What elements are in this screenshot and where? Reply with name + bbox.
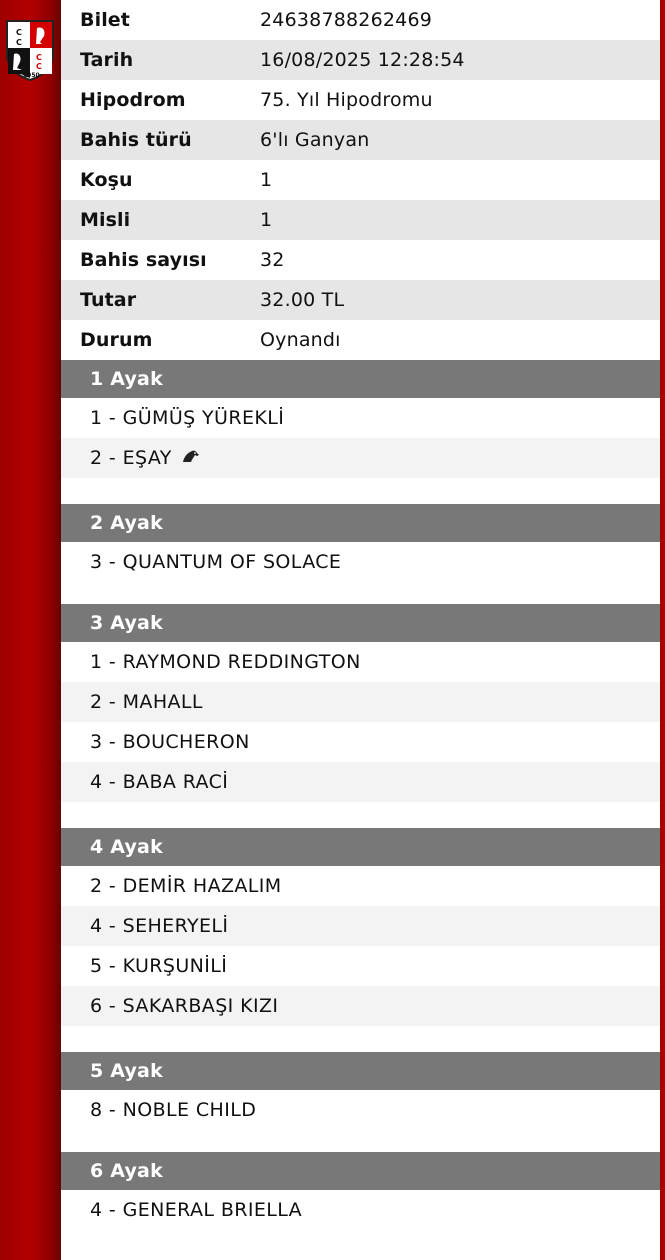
horse-row (61, 866, 660, 906)
horse-name: 2 - EŞAY (90, 447, 172, 469)
ticket-info-value: 6'lı Ganyan (260, 129, 370, 151)
horse-name: 4 - GENERAL BRIELLA (90, 1199, 303, 1221)
svg-text:C: C (36, 53, 42, 62)
horse-name: 1 - RAYMOND REDDINGTON (90, 651, 361, 673)
ticket-info-row (61, 280, 660, 320)
svg-text:C: C (36, 62, 42, 71)
leg-header: 3 Ayak (61, 604, 660, 642)
ticket-info-label: Misli (80, 209, 131, 231)
horse-name: 3 - QUANTUM OF SOLACE (90, 551, 342, 573)
ticket-info-value: Oynandı (260, 329, 341, 351)
ticket-info-value: 32 (260, 249, 285, 271)
legs-list (61, 360, 660, 1230)
leg-header: 2 Ayak (61, 504, 660, 542)
ticket-info-label: Durum (80, 329, 153, 351)
ticket-info-row (61, 40, 660, 80)
club-shield-icon (4, 18, 56, 82)
horse-name: 2 - DEMİR HAZALIM (90, 875, 282, 897)
ticket-info-value: 1 (260, 209, 273, 231)
horse-name: 8 - NOBLE CHILD (90, 1099, 257, 1121)
ticket-info-row (61, 0, 660, 40)
ticket-info-row (61, 320, 660, 360)
horse-name: 4 - BABA RACİ (90, 771, 229, 793)
horse-row (61, 1190, 660, 1230)
svg-text:1950: 1950 (23, 72, 40, 79)
svg-text:C: C (16, 28, 22, 37)
leg-header: 6 Ayak (61, 1152, 660, 1190)
leg-spacer (61, 478, 660, 504)
horse-name: 3 - BOUCHERON (90, 731, 250, 753)
leg-spacer (61, 582, 660, 604)
horse-row (61, 682, 660, 722)
ticket-info-table (61, 0, 660, 360)
leg-header: 5 Ayak (61, 1052, 660, 1090)
horse-row (61, 722, 660, 762)
ticket-info-label: Bahis sayısı (80, 249, 207, 271)
svg-text:C: C (16, 38, 22, 47)
leg-spacer (61, 802, 660, 828)
ticket-info-label: Tarih (80, 49, 134, 71)
horse-row (61, 986, 660, 1026)
horse-name: 6 - SAKARBAŞI KIZI (90, 995, 279, 1017)
ticket-info-value: 32.00 TL (260, 289, 345, 311)
ticket-info-label: Koşu (80, 169, 133, 191)
horse-row (61, 946, 660, 986)
horse-name: 5 - KURŞUNİLİ (90, 955, 228, 977)
ticket-info-row (61, 80, 660, 120)
ticket-info-label: Hipodrom (80, 89, 186, 111)
leg-header: 1 Ayak (61, 360, 660, 398)
horse-row (61, 1090, 660, 1130)
horse-row (61, 542, 660, 582)
horse-name: 4 - SEHERYELİ (90, 915, 229, 937)
horse-head-icon (182, 437, 200, 477)
leg-spacer (61, 1130, 660, 1152)
ticket-info-label: Bilet (80, 9, 130, 31)
ticket-info-row (61, 240, 660, 280)
horse-name: 1 - GÜMÜŞ YÜREKLİ (90, 407, 285, 429)
ticket-info-value: 24638788262469 (260, 9, 433, 31)
horse-name: 2 - MAHALL (90, 691, 203, 713)
ticket-info-value: 75. Yıl Hipodromu (260, 89, 433, 111)
ticket-info-row (61, 160, 660, 200)
horse-row (61, 642, 660, 682)
horse-row (61, 398, 660, 438)
ticket-info-row (61, 120, 660, 160)
club-logo (4, 18, 56, 82)
ticket-info-row (61, 200, 660, 240)
ticket-info-value: 1 (260, 169, 273, 191)
ticket-panel (61, 0, 660, 1260)
horse-row (61, 438, 660, 478)
leg-header: 4 Ayak (61, 828, 660, 866)
horse-row (61, 762, 660, 802)
ticket-info-label: Bahis türü (80, 129, 192, 151)
ticket-info-value: 16/08/2025 12:28:54 (260, 49, 465, 71)
leg-spacer (61, 1026, 660, 1052)
ticket-info-label: Tutar (80, 289, 137, 311)
horse-row (61, 906, 660, 946)
